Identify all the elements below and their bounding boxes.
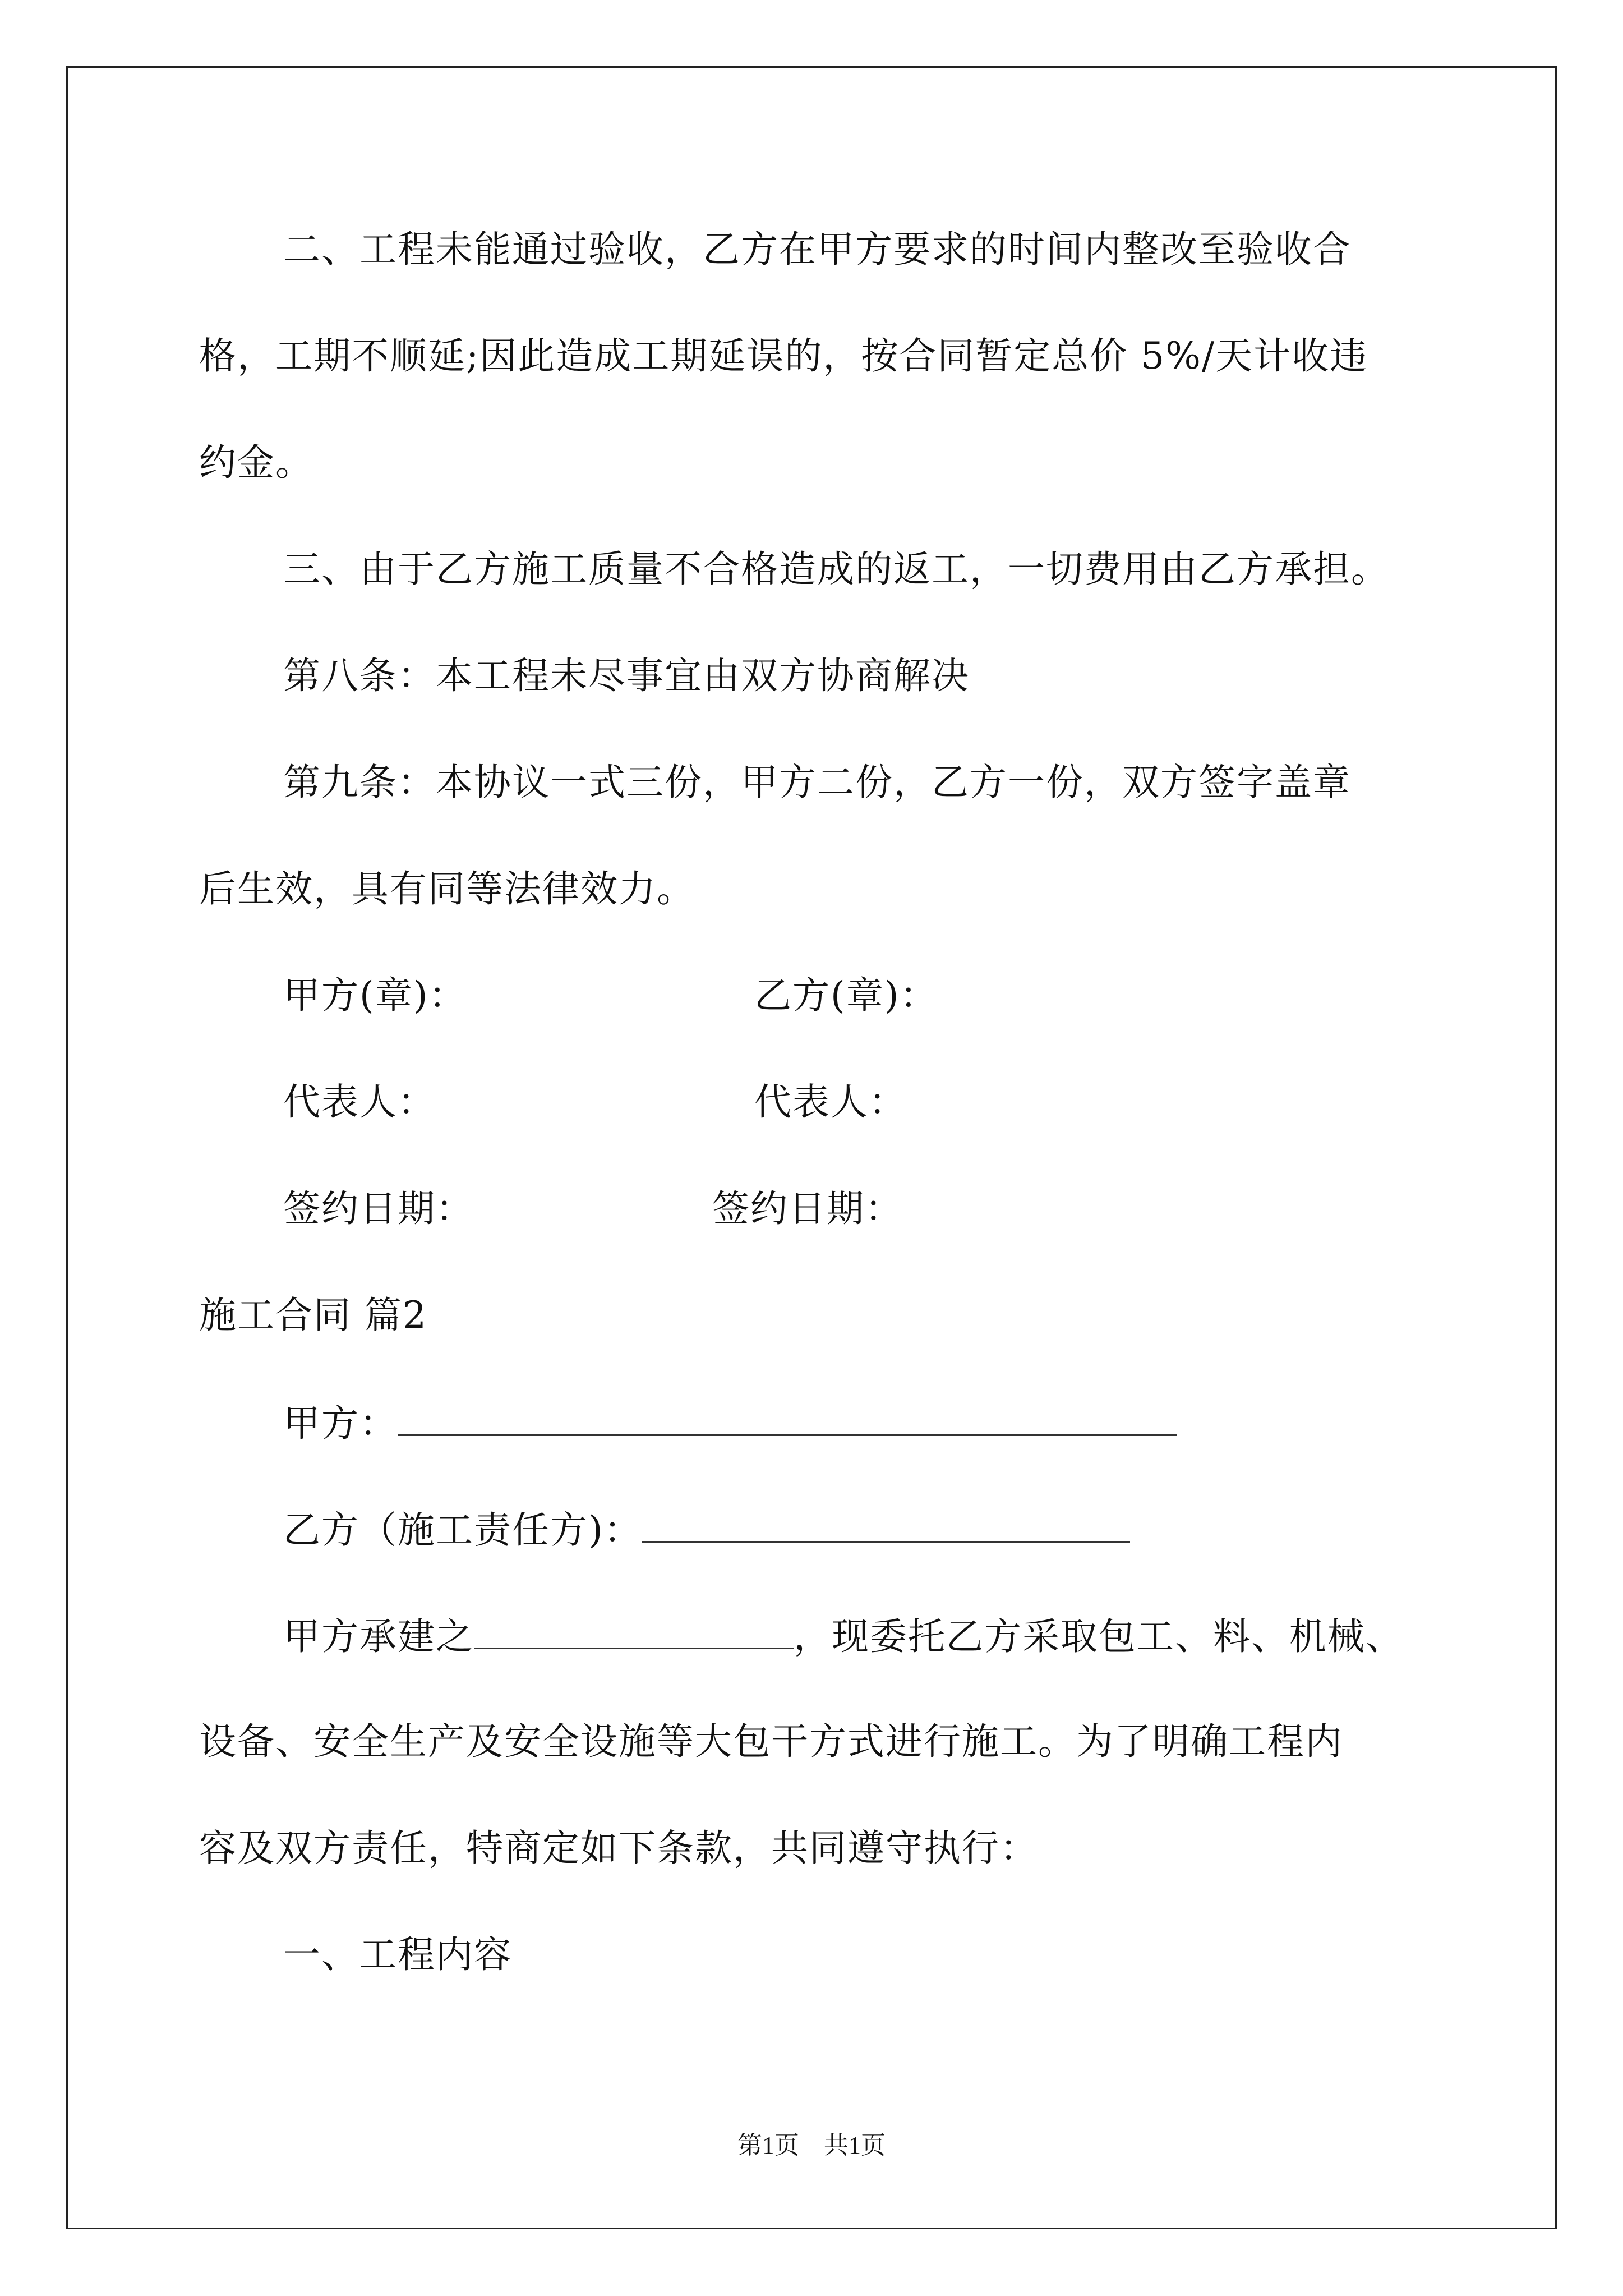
- project-name-blank-line: [474, 1613, 794, 1649]
- article-9-line-1: 第九条：本协议一式三份，甲方二份，乙方一份，双方签字盖章: [283, 761, 1351, 804]
- party-b-blank-line: [642, 1506, 1130, 1543]
- paragraph-3: 三、由于乙方施工质量不合格造成的返工，一切费用由乙方承担。: [283, 547, 1389, 591]
- page-border: [66, 66, 1557, 2229]
- intro-prefix: 甲方承建之: [283, 1615, 474, 1658]
- party-b-field-label: 乙方（施工责任方)：: [283, 1508, 642, 1552]
- party-b-field-row: [283, 1506, 1130, 1553]
- party-a-seal-label: 甲方(章)：: [283, 974, 467, 1017]
- party-a-field-row: [283, 1400, 1177, 1446]
- party-b-representative-label: 代表人：: [754, 1080, 907, 1124]
- intro-line-1: [283, 1613, 1404, 1659]
- party-a-field-label: 甲方：: [283, 1402, 398, 1445]
- section-1-heading: 一、工程内容: [283, 1933, 512, 1976]
- party-b-date-label: 签约日期：: [712, 1187, 903, 1230]
- contract-2-heading: 施工合同 篇2: [199, 1294, 427, 1337]
- paragraph-2-line-1: 二、工程未能通过验收，乙方在甲方要求的时间内整改至验收合: [283, 228, 1351, 271]
- party-a-representative-label: 代表人：: [283, 1080, 436, 1124]
- article-8: 第八条：本工程未尽事宜由双方协商解决: [283, 654, 970, 697]
- intro-line-2: 设备、安全生产及安全设施等大包干方式进行施工。为了明确工程内: [199, 1720, 1343, 1763]
- paragraph-2-line-3: 约金。: [199, 441, 313, 484]
- page-footer: 第1页 共1页: [737, 2132, 886, 2159]
- party-a-date-label: 签约日期：: [283, 1187, 474, 1230]
- intro-suffix: ，现委托乙方采取包工、料、机械、: [794, 1615, 1404, 1658]
- party-a-blank-line: [398, 1400, 1177, 1436]
- article-9-line-2: 后生效，具有同等法律效力。: [199, 867, 695, 910]
- party-b-seal-label: 乙方(章)：: [754, 974, 938, 1017]
- paragraph-2-line-2: 格，工期不顺延;因此造成工期延误的，按合同暂定总价 5%/天计收违: [199, 334, 1368, 378]
- intro-line-3: 容及双方责任，特商定如下条款，共同遵守执行：: [199, 1826, 1038, 1870]
